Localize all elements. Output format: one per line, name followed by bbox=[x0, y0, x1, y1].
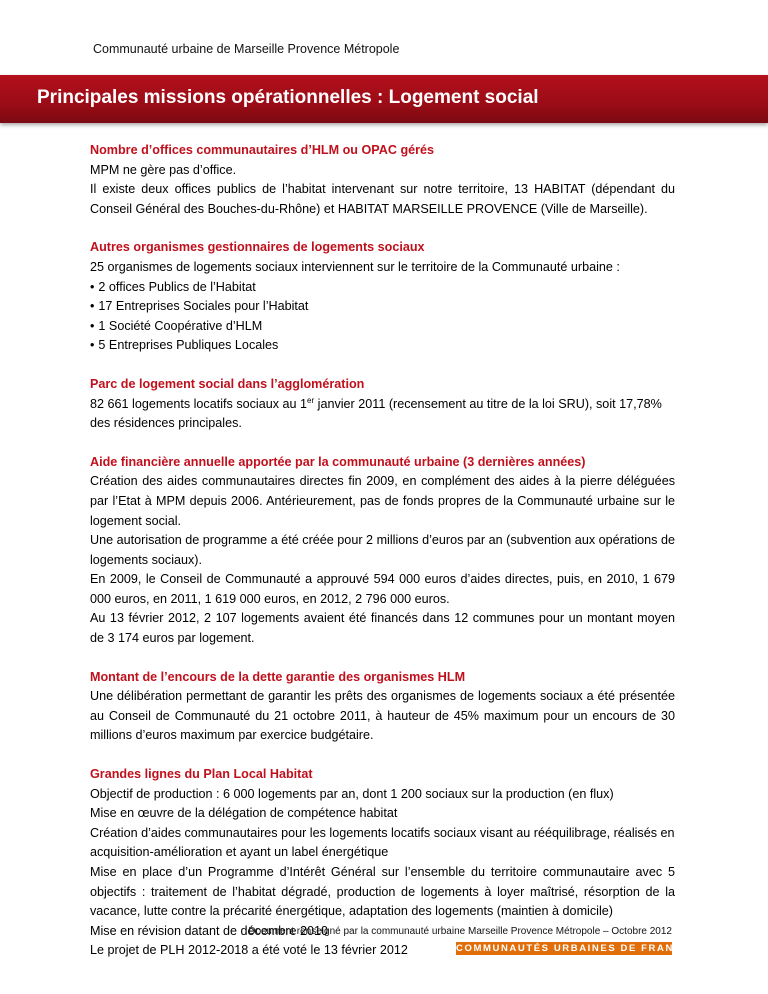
section-title: Nombre d’offices communautaires d’HLM ou OPAC gérés bbox=[90, 143, 435, 157]
list-item: • 17 Entreprises Sociales pour l’Habitat bbox=[90, 297, 675, 317]
section-parc bbox=[90, 375, 675, 434]
text-span: 82 661 logements locatifs sociaux au 1 bbox=[90, 396, 308, 411]
page-title: Principales missions opérationnelles : Logement social bbox=[37, 87, 539, 108]
section-aide bbox=[90, 453, 675, 649]
list-item: • 5 Entreprises Publiques Locales bbox=[90, 336, 675, 356]
section-title: Aide financière annuelle apportée par la communauté urbaine (3 dernières années) bbox=[90, 454, 586, 469]
list-item: • 2 offices Publics de l’Habitat bbox=[90, 278, 675, 298]
paragraph: Mise en révision datant de décembre 2010 bbox=[90, 923, 329, 938]
paragraph: Au 13 février 2012, 2 107 logements avaient été financés dans 12 communes pour un montant moyen de 3 174 euros par logement. bbox=[90, 611, 675, 646]
paragraph bbox=[90, 395, 675, 434]
paragraph: Mise en œuvre de la délégation de compétence habitat bbox=[90, 806, 398, 821]
paragraph: Une délibération permettant de garantir les prêts des organismes de logements sociaux a été présentée au Conseil de Communauté du 21 octobre 2011, à hauteur de 45% maximum pour un encours de 30 millions d’euros maximum par exercice budgétaire. bbox=[90, 689, 675, 743]
footer-note: Document renseigné par la communauté urbaine Marseille Provence Métropole – Octobre 2012 bbox=[248, 926, 672, 937]
paragraph: Mise en place d’un Programme d’Intérêt Général sur l’ensemble du territoire communautaire avec 5 objectifs : traitement de l’habitat dégradé, production de logements à loyer maîtrisé, résorption de la vacance, lutte contre la précarité énergétique, adaptation des logements (maintien à domicile) bbox=[90, 865, 675, 919]
superscript: er bbox=[307, 395, 315, 405]
paragraph: MPM ne gère pas d’office. bbox=[90, 162, 237, 177]
paragraph: Objectif de production : 6 000 logements par an, dont 1 200 sociaux sur la production (en flux) bbox=[90, 786, 614, 801]
title-banner bbox=[0, 75, 768, 123]
section-title: Autres organismes gestionnaires de logements sociaux bbox=[90, 240, 425, 255]
paragraph: Le projet de PLH 2012-2018 a été voté le 13 février 2012 bbox=[90, 943, 408, 958]
document-body bbox=[90, 141, 691, 980]
section-title: Parc de logement social dans l’agglomération bbox=[90, 376, 365, 391]
page-header: Communauté urbaine de Marseille Provence Métropole bbox=[93, 42, 400, 56]
section-dette bbox=[90, 668, 675, 746]
section-offices bbox=[90, 141, 675, 219]
paragraph: Il existe deux offices publics de l’habitat intervenant sur notre territoire, 13 HABITAT (dépendant du Conseil Général des Bouches-du-Rhône) et HABITAT MARSEILLE PROVENCE (Ville de Marseille). bbox=[90, 182, 675, 216]
paragraph: Une autorisation de programme a été créée pour 2 millions d’euros par an (subvention aux opérations de logements sociaux). bbox=[90, 533, 675, 567]
paragraph: 25 organismes de logements sociaux interviennent sur le territoire de la Communauté urbaine : bbox=[90, 259, 620, 274]
section-title: Grandes lignes du Plan Local Habitat bbox=[90, 767, 313, 782]
text-span: janvier 2011 (recensement au titre de la loi SRU), soit 17,78% des résidences principales. bbox=[90, 396, 662, 431]
paragraph: En 2009, le Conseil de Communauté a approuvé 594 000 euros d’aides directes, puis, en 2010, 1 679 000 euros, en 2011, 1 619 000 euros, en 2012, 2 796 000 euros. bbox=[90, 572, 675, 606]
list-item: • 1 Société Coopérative d’HLM bbox=[90, 317, 675, 337]
paragraph: Création d’aides communautaires pour les logements locatifs sociaux visant au rééquilibrage, réalisés en acquisition-amélioration et ayant un label énergétique bbox=[90, 825, 675, 860]
section-organismes bbox=[90, 238, 675, 356]
paragraph: Création des aides communautaires directes fin 2009, en complément des aides à la pierre déléguées par l’Etat à MPM depuis 2006. Antérieurement, pas de fonds propres de la Communauté urbaine sur le logement social. bbox=[90, 474, 675, 528]
cuf-logo: COMMUNAUTÉS URBAINES DE FRANCE bbox=[456, 943, 691, 954]
section-title: Montant de l’encours de la dette garantie des organismes HLM bbox=[90, 669, 466, 684]
